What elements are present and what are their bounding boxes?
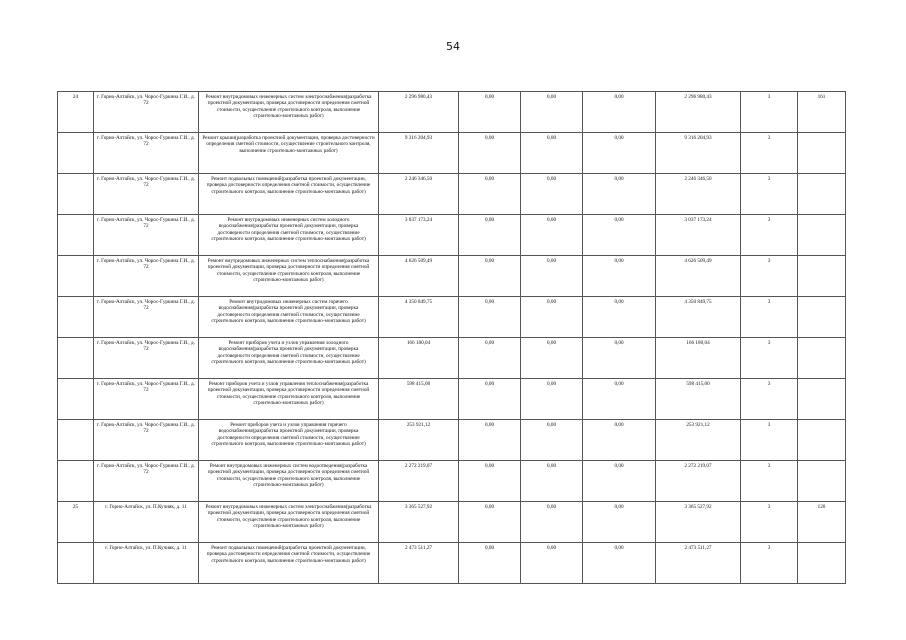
cell-fund-b: 0,00 xyxy=(521,338,583,379)
cell-total-cost: 4 350 849,75 xyxy=(379,297,459,338)
cell-work-type: Ремонт внутридомовых инженерных систем электроснабжения(разработка проектной документации, проверка достоверности определения сметной стоимости, осуществление строительного контроля, выполнение строительно-монтажных работ) xyxy=(199,92,379,133)
cell-fund-c: 0,00 xyxy=(583,92,656,133)
cell-fund-b: 0,00 xyxy=(521,92,583,133)
cell-count xyxy=(798,420,846,461)
cell-fund-a: 0,00 xyxy=(459,420,521,461)
cell-total-cost: 2 272 219,07 xyxy=(379,461,459,502)
cell-count xyxy=(798,215,846,256)
cell-owners-funds: 598 415,00 xyxy=(656,379,741,420)
cell-fund-c: 0,00 xyxy=(583,543,656,584)
cell-work-type: Ремонт подвальных помещений(разработка проектной документации, проверка достоверности определения сметной стоимости, осуществление строительного контроля, выполнение строительно-монтажных работ) xyxy=(199,174,379,215)
cell-number xyxy=(58,543,94,584)
cell-unit: 3 xyxy=(741,420,798,461)
cell-fund-a: 0,00 xyxy=(459,133,521,174)
cell-fund-c: 0,00 xyxy=(583,502,656,543)
cell-total-cost: 253 921,12 xyxy=(379,420,459,461)
cell-address: г. Горно-Алтайск, ул. Чорос-Гуркина Г.И., д. 72 xyxy=(94,379,199,420)
cell-total-cost: 2 473 511,27 xyxy=(379,543,459,584)
cell-fund-b: 0,00 xyxy=(521,133,583,174)
table-row xyxy=(58,543,846,584)
cell-address: г. Горно-Алтайск, ул. Чорос-Гуркина Г.И., д. 72 xyxy=(94,297,199,338)
cell-count xyxy=(798,461,846,502)
cell-fund-a: 0,00 xyxy=(459,215,521,256)
cell-number: 24 xyxy=(58,92,94,133)
cell-total-cost: 4 626 509,49 xyxy=(379,256,459,297)
cell-owners-funds: 4 626 509,49 xyxy=(656,256,741,297)
table-row xyxy=(58,379,846,420)
cell-owners-funds: 2 473 511,27 xyxy=(656,543,741,584)
cell-fund-a: 0,00 xyxy=(459,502,521,543)
cell-fund-c: 0,00 xyxy=(583,297,656,338)
cell-fund-c: 0,00 xyxy=(583,174,656,215)
cell-fund-a: 0,00 xyxy=(459,297,521,338)
cell-unit: 3 xyxy=(741,92,798,133)
cell-address: г. Горно-Алтайск, ул. Чорос-Гуркина Г.И., д. 72 xyxy=(94,133,199,174)
cell-number xyxy=(58,174,94,215)
cell-address: г. Горно-Алтайск, ул. Чорос-Гуркина Г.И., д. 72 xyxy=(94,256,199,297)
cell-number xyxy=(58,461,94,502)
cell-count xyxy=(798,379,846,420)
cell-fund-a: 0,00 xyxy=(459,338,521,379)
cell-fund-a: 0,00 xyxy=(459,379,521,420)
cell-fund-b: 0,00 xyxy=(521,297,583,338)
cell-fund-b: 0,00 xyxy=(521,502,583,543)
cell-number xyxy=(58,256,94,297)
cell-fund-a: 0,00 xyxy=(459,174,521,215)
cell-count: 161 xyxy=(798,92,846,133)
cell-address: г. Горно-Алтайск, ул. П.Кучияк, д. 11 xyxy=(94,502,199,543)
cell-fund-c: 0,00 xyxy=(583,256,656,297)
cell-number xyxy=(58,133,94,174)
cell-count xyxy=(798,256,846,297)
cell-work-type: Ремонт приборов учета и узлов управления холодного водоснабжения(разработка проектной документации, проверка достоверности определения сметной стоимости, осуществление строительного контроля, выполнение строительно-монтажных работ) xyxy=(199,338,379,379)
cell-work-type: Ремонт крыши(разработка проектной документации, проверка достоверности определения сметной стоимости, осуществление строительного контроля, выполнение строительно-монтажных работ) xyxy=(199,133,379,174)
cell-fund-a: 0,00 xyxy=(459,543,521,584)
cell-unit: 3 xyxy=(741,215,798,256)
cell-unit: 3 xyxy=(741,502,798,543)
table-row xyxy=(58,420,846,461)
cell-unit: 3 xyxy=(741,461,798,502)
cell-total-cost: 3 365 527,92 xyxy=(379,502,459,543)
works-table xyxy=(57,91,846,584)
cell-fund-b: 0,00 xyxy=(521,256,583,297)
cell-owners-funds: 166 180,04 xyxy=(656,338,741,379)
cell-fund-b: 0,00 xyxy=(521,543,583,584)
cell-number: 25 xyxy=(58,502,94,543)
table-row xyxy=(58,461,846,502)
table-row xyxy=(58,215,846,256)
cell-number xyxy=(58,420,94,461)
cell-owners-funds: 253 921,12 xyxy=(656,420,741,461)
cell-total-cost: 2 296 980,43 xyxy=(379,92,459,133)
cell-work-type: Ремонт подвальных помещений(разработка проектной документации, проверка достоверности определения сметной стоимости, осуществление строительного контроля, выполнение строительно-монтажных работ) xyxy=(199,543,379,584)
cell-count xyxy=(798,338,846,379)
cell-work-type: Ремонт внутридомовых инженерных систем холодного водоснабжения(разработка проектной документации, проверка достоверности определения сметной стоимости, осуществление строительного контроля, выполнение строительно-монтажных работ) xyxy=(199,215,379,256)
cell-fund-b: 0,00 xyxy=(521,379,583,420)
cell-total-cost: 9 316 204,93 xyxy=(379,133,459,174)
cell-owners-funds: 2 272 219,07 xyxy=(656,461,741,502)
cell-owners-funds: 9 316 204,93 xyxy=(656,133,741,174)
cell-fund-c: 0,00 xyxy=(583,379,656,420)
cell-fund-c: 0,00 xyxy=(583,338,656,379)
cell-number xyxy=(58,215,94,256)
cell-address: г. Горно-Алтайск, ул. Чорос-Гуркина Г.И., д. 72 xyxy=(94,461,199,502)
cell-fund-c: 0,00 xyxy=(583,420,656,461)
cell-count xyxy=(798,297,846,338)
cell-fund-c: 0,00 xyxy=(583,133,656,174)
cell-number xyxy=(58,379,94,420)
cell-total-cost: 598 415,00 xyxy=(379,379,459,420)
cell-total-cost: 2 246 346,50 xyxy=(379,174,459,215)
cell-address: г. Горно-Алтайск, ул. П.Кучияк, д. 11 xyxy=(94,543,199,584)
cell-fund-c: 0,00 xyxy=(583,215,656,256)
cell-fund-a: 0,00 xyxy=(459,461,521,502)
cell-fund-c: 0,00 xyxy=(583,461,656,502)
cell-unit: 3 xyxy=(741,297,798,338)
cell-owners-funds: 2 246 346,50 xyxy=(656,174,741,215)
cell-fund-b: 0,00 xyxy=(521,174,583,215)
table-row xyxy=(58,256,846,297)
cell-owners-funds: 4 350 849,75 xyxy=(656,297,741,338)
cell-unit: 3 xyxy=(741,543,798,584)
cell-unit: 3 xyxy=(741,256,798,297)
cell-unit: 3 xyxy=(741,379,798,420)
cell-number xyxy=(58,338,94,379)
cell-work-type: Ремонт внутридомовых инженерных систем электроснабжения(разработка проектной документации, проверка достоверности определения сметной стоимости, осуществление строительного контроля, выполнение строительно-монтажных работ) xyxy=(199,502,379,543)
cell-owners-funds: 3 365 527,92 xyxy=(656,502,741,543)
table-row xyxy=(58,92,846,133)
cell-fund-a: 0,00 xyxy=(459,256,521,297)
cell-owners-funds: 3 037 173,24 xyxy=(656,215,741,256)
cell-fund-b: 0,00 xyxy=(521,215,583,256)
cell-address: г. Горно-Алтайск, ул. Чорос-Гуркина Г.И., д. 72 xyxy=(94,338,199,379)
cell-address: г. Горно-Алтайск, ул. Чорос-Гуркина Г.И., д. 72 xyxy=(94,420,199,461)
cell-address: г. Горно-Алтайск, ул. Чорос-Гуркина Г.И., д. 72 xyxy=(94,215,199,256)
cell-unit: 3 xyxy=(741,133,798,174)
table-row xyxy=(58,338,846,379)
cell-total-cost: 166 180,04 xyxy=(379,338,459,379)
cell-number xyxy=(58,297,94,338)
table-row xyxy=(58,133,846,174)
cell-fund-a: 0,00 xyxy=(459,92,521,133)
cell-unit: 3 xyxy=(741,338,798,379)
cell-work-type: Ремонт приборов учета и узлов управления горячего водоснабжения(разработка проектной документации, проверка достоверности определения сметной стоимости, осуществление строительного контроля, выполнение строительно-монтажных работ) xyxy=(199,420,379,461)
cell-address: г. Горно-Алтайск, ул. Чорос-Гуркина Г.И., д. 72 xyxy=(94,174,199,215)
cell-owners-funds: 2 296 980,43 xyxy=(656,92,741,133)
cell-work-type: Ремонт приборов учета и узлов управления теплоснабжения(разработка проектной документации, проверка достоверности определения сметной стоимости, осуществление строительного контроля, выполнение строительно-монтажных работ) xyxy=(199,379,379,420)
cell-fund-b: 0,00 xyxy=(521,420,583,461)
page-number: 54 xyxy=(446,40,460,53)
cell-work-type: Ремонт внутридомовых инженерных систем водоотведения(разработка проектной документации, проверка достоверности определения сметной стоимости, осуществление строительного контроля, выполнение строительно-монтажных работ) xyxy=(199,461,379,502)
cell-count xyxy=(798,174,846,215)
cell-count xyxy=(798,543,846,584)
cell-count: 120 xyxy=(798,502,846,543)
cell-address: г. Горно-Алтайск, ул. Чорос-Гуркина Г.И., д. 72 xyxy=(94,92,199,133)
table-row xyxy=(58,174,846,215)
cell-total-cost: 3 037 173,24 xyxy=(379,215,459,256)
table-row xyxy=(58,502,846,543)
cell-count xyxy=(798,133,846,174)
cell-work-type: Ремонт внутридомовых инженерных систем горячего водоснабжения(разработка проектной документации, проверка достоверности определения сметной стоимости, осуществление строительного контроля, выполнение строительно-монтажных работ) xyxy=(199,297,379,338)
table-row xyxy=(58,297,846,338)
cell-work-type: Ремонт внутридомовых инженерных систем теплоснабжения(разработка проектной документации, проверка достоверности определения сметной стоимости, осуществление строительного контроля, выполнение строительно-монтажных работ) xyxy=(199,256,379,297)
cell-fund-b: 0,00 xyxy=(521,461,583,502)
cell-unit: 3 xyxy=(741,174,798,215)
